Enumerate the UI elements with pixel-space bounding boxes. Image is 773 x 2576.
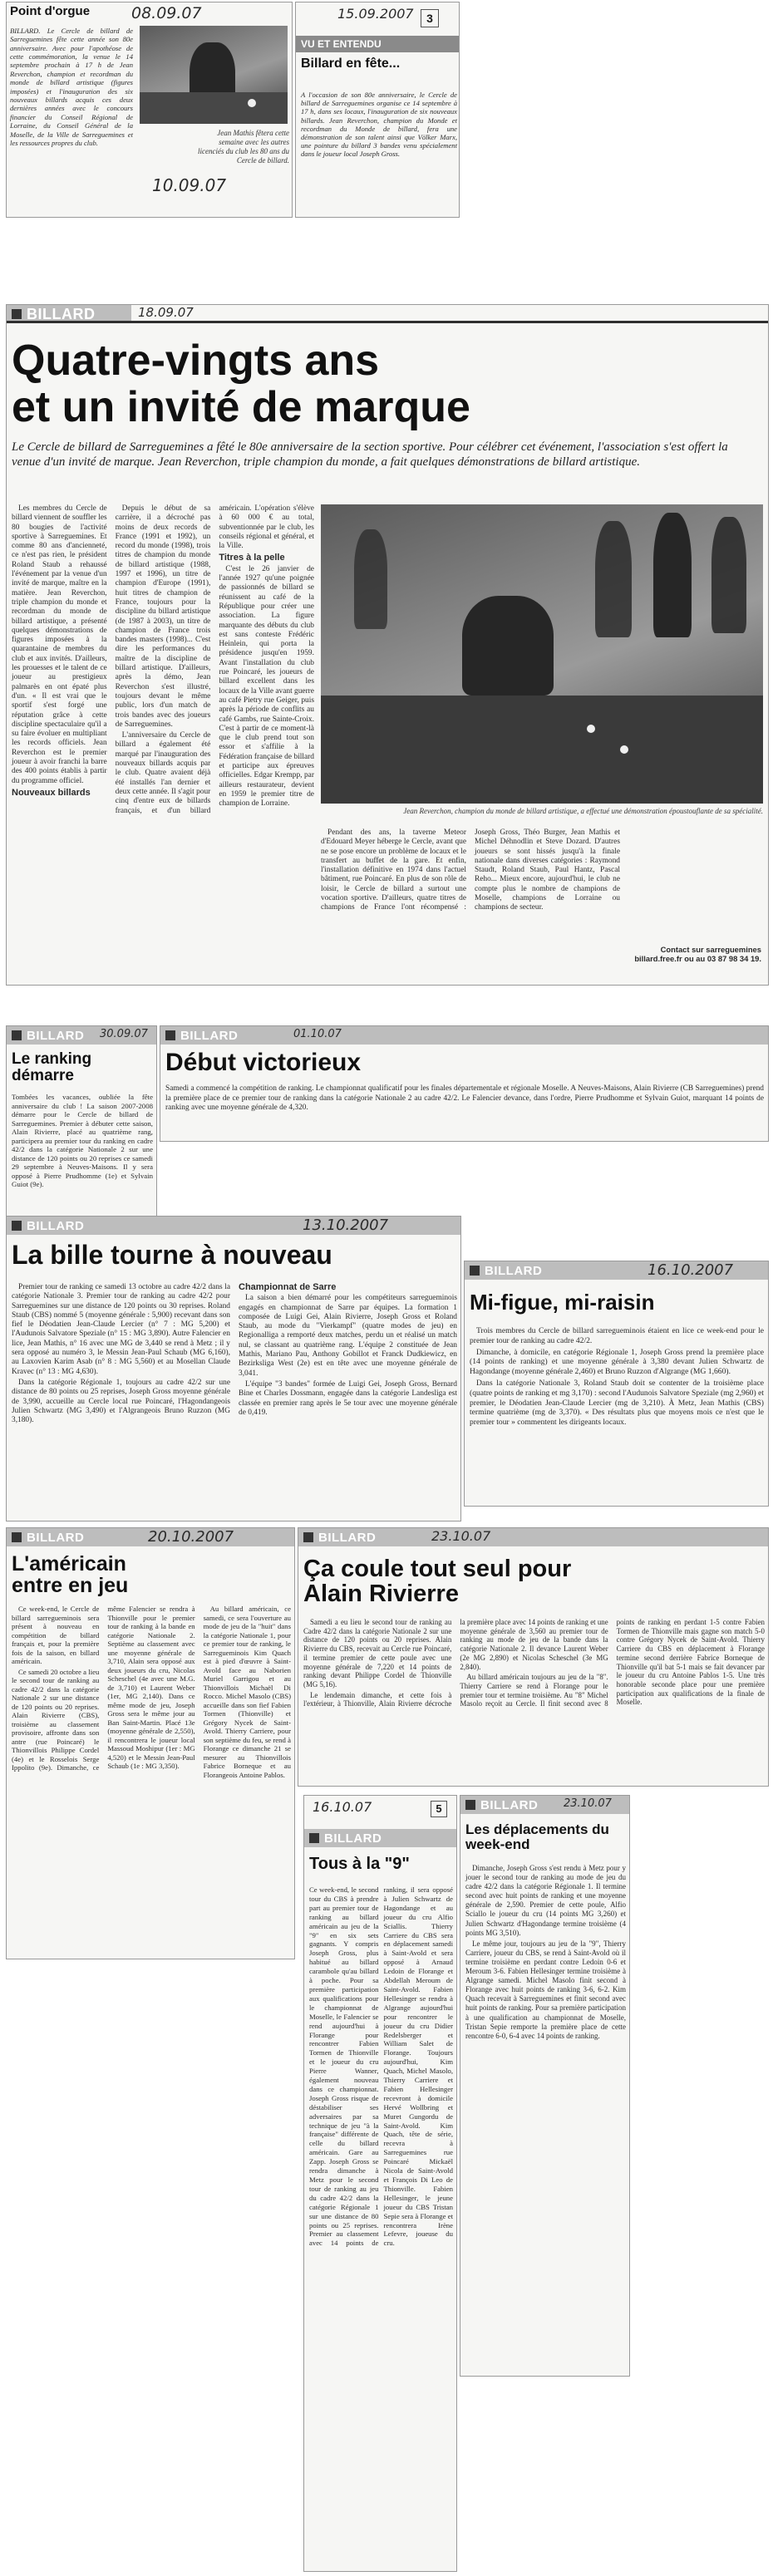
kicker-square-icon	[465, 1800, 475, 1810]
clip-debut-victorieux	[160, 1025, 769, 1142]
main-headline-2: et un invité de marque	[12, 383, 470, 431]
coule-body2: Le lendemain dimanche, et cette fois à l'extérieur, à Thionville, Alain Rivierre décroche la première place avec 14 points de ranking et une moyenne générale de 3,560 au premier tour de ranking au mode de jeu de la bande dans la catégorie Nationale 2. Il devance Laurent Weber (2e MG 2,890) et Nicolas Scheschel (3e MG 2,840).	[303, 1618, 608, 1708]
main-sub2: Titres à la pelle	[219, 553, 285, 563]
clip2-page: 3	[421, 9, 439, 27]
tous-page: 5	[431, 1801, 447, 1817]
deplacements-kicker: BILLARD	[480, 1797, 539, 1812]
clip2-body: A l'occasion de son 80e anniversaire, le Cercle de billard de Sarreguemines organise ce 14 septembre à 17 h, dans ses locaux, l'inauguration de six nouveaux billards. Jean Reverchon, champion du Monde et recordman du Monde de billard, fera une démonstration de son talent ainsi que Völker Marx, une pointure du billard 3 bandes venu spécialement dans le joueur local Joseph Gross.	[301, 91, 457, 159]
clip2-kicker: VU ET ENTENDU	[296, 36, 460, 52]
main-p3: L'anniversaire du Cercle de billard a également été marqué par l'inauguration des nouveaux billards acquis par le club. Quatre avaient déjà été installés l'an dernier et deux cette année. Il s'agit pour cinq d'entre eux de billards français, et d'un billard américain. L'opération s'élève à 60 000 € au total, subventionnée par le club, les conseils régional et général, et la Ville.	[115, 504, 314, 815]
coule-columns	[303, 1618, 765, 1784]
clip-mi-figue	[464, 1261, 769, 1507]
figue-kicker: BILLARD	[485, 1263, 543, 1278]
deplacements-headline: Les déplacements du week-end	[465, 1821, 609, 1852]
clip1-photo	[140, 26, 288, 124]
ranking-headline: Le ranking démarre	[12, 1050, 92, 1084]
clip1-date: 08.09.07	[131, 4, 202, 22]
figue-body3: Dans la catégorie Nationale 3, Roland Staub doit se contenter de la troisième place (quatre points de ranking et mg 3,170) : second l'Audunois Salvatore Speziale (mg 2,960) et premier, le Déodatien Jean-Claude Lercier (mg de 3,210). À Metz, Jean Mathis (CBS) termine quatrième (mg de 3,370). « Des résultats plus que moyens mois ce n'est que le premier tour » commentent les dirigeants locaux.	[470, 1378, 764, 1428]
coule-kicker: BILLARD	[318, 1530, 377, 1545]
main-right-columns	[321, 828, 620, 978]
clip-point-dorgue	[6, 2, 293, 218]
americain-columns	[12, 1605, 291, 1954]
kicker-square-icon	[303, 1532, 313, 1542]
deplacements-body2: Le même jour, toujours au jeu de la "9", Thierry Carriere, joueur du CBS, se rend à Saint-Avold où il termine troisième en perdant contre Ledoin 0-6 et Meroum 3-6. Fabien Hellesinger termine troisième à Algrange samedi. Michel Masolo finit second à Florange avec huit points de ranking 3-6, 6-2. Kim Quach recevait à Sarreguemines et finit second avec huit points de ranking. Pour sa première participation à une qualification au championnat de Moselle, Tristan Sepie remporte la première place de cette rencontre 6-0, 6-4 avec 14 points de ranking.	[465, 1939, 626, 2040]
tous-date: 16.10.07	[313, 1799, 372, 1815]
tous-kicker: BILLARD	[324, 1831, 382, 1846]
bille-body4: L'équipe "3 bandes" formée de Luigi Gei, Joseph Gross, Bernard Bine et Charles Dossmann, engagée dans la catégorie Landesliga est classée en premier rang après le 5e tour avec une moyenne générale de 0,419.	[239, 1379, 457, 1417]
figue-body2: Dimanche, à domicile, en catégorie Régionale 1, Joseph Gross prend la première place (14 points de ranking) et une moyenne générale à 3,380 devant Julien Schwartz de Hagondange (moyenne générale 2,460) et Bruno Ruzzon d'Algrange (MG 1,660).	[470, 1347, 764, 1377]
debut-headline: Début victorieux	[165, 1049, 362, 1076]
clip1-kicker: Point d'orgue	[10, 4, 91, 18]
debut-date: 01.10.07	[293, 1028, 342, 1040]
clip-bille-tourne	[6, 1216, 461, 1522]
main-p1: Les membres du Cercle de billard viennent de souffler les 80 bougies de l'activité sportive à Sarreguemines. Et comme 80 ans d'ancienneté, ce n'est pas rien, le président Roland Staub a rehaussé l'événement par la venue d'un invité de marque, maître en la matière. Jean Reverchon, triple champion du monde et recordman du monde de billard artistique, a présenté quelques démonstrations de figures imposées à la quarantaine de membres du club et aux invités. D'ailleurs, les prouesses et le talent de ce joueur au prestigieux palmarès en ont épaté plus d'un. « Il est vrai que le sportif s'est forgé une réputation grâce à cette discipline spectaculaire qu'il a su faire évoluer en multipliant les records officiels. Jean Reverchon est le premier joueur à avoir franchi la barre des 400 points établis à partir du programme officiel.	[12, 504, 107, 785]
main-contact: Contact sur sarreguemines billard.free.fr ou au 03 87 98 34 19.	[634, 945, 761, 964]
kicker-square-icon	[12, 1532, 22, 1542]
main-date: 18.09.07	[138, 305, 194, 320]
clip1-body: BILLARD. Le Cercle de billard de Sarreguemines fête cette année son 80e anniversaire. Avec pour l'apothéose de cette commémoration, la venue le 14 septembre prochain à 17 h de Jean Reverchon, champion et recordman du monde de billard artistique (figures imposées) et l'inauguration des six nouveaux billards acquis ces deux dernières années avec le concours financier du Conseil Régional de Lorraine, du Conseil Général de la Moselle, de la Ville de Sarreguemines et les ressources propres du club.	[10, 26, 133, 148]
americain-kicker: BILLARD	[27, 1530, 85, 1545]
bille-body3: La saison a bien démarré pour les compétiteurs sarregueminois engagés en championnat de Sarre par équipes. La formation 1 composée de Luigi Gei, Alain Rivierre, Joseph Gross et Roland Staub, au mode du "Vierkampf" (quatre modes de jeu) en Regionalliga a remporté deux matches, perdu un et réalisé un match nul, se classant au quatrième rang. L'équipe 2 constituée de Jean Mathis, Mariano Pau, Anthony Gobillot et Franck Dudkiewicz, en Bezirksliga West (2e) est en tête avec une moyenne générale de 3,041.	[239, 1294, 457, 1378]
main-left-columns	[12, 504, 314, 970]
bille-sub1: Championnat de Sarre	[239, 1282, 337, 1292]
deplacements-date: 23.10.07	[564, 1797, 612, 1810]
americain-headline: L'américain entre en jeu	[12, 1552, 129, 1598]
bille-headline: La bille tourne à nouveau	[12, 1240, 332, 1270]
kicker-square-icon	[470, 1266, 480, 1276]
clip1-date2: 10.09.07	[152, 175, 227, 195]
coule-headline: Ça coule tout seul pour Alain Rivierre	[303, 1556, 572, 1608]
bille-kicker: BILLARD	[27, 1218, 85, 1233]
clip-ca-coule	[298, 1527, 769, 1787]
ranking-kicker: BILLARD	[27, 1028, 85, 1043]
clip-ranking-demarre	[6, 1025, 157, 1231]
bille-date: 13.10.2007	[303, 1217, 389, 1234]
clip-quatre-vingts-ans	[6, 304, 769, 986]
main-photo	[321, 504, 763, 804]
debut-kicker: BILLARD	[180, 1028, 239, 1043]
bille-body1: Premier tour de ranking ce samedi 13 octobre au cadre 42/2 dans la catégorie Nationale 3. Premier tour de ranking au cadre 42/2 pour Sarreguemines sur une distance de 120 points ou 30 reprises. Roland Staub (CBS) nommé 5 (moyenne générale : 5,900) recevant dans son fief le Déodatien Jean-Claude Lercier (n° 7 : MG 5,200) et l'Audunois Salvatore Speziale (n° 15 : MG 3,890). Autre Falencier en lice, Jean Mathis, n° 16 avec une MG de 3,440 se rend à Metz ; il y sera opposé au numéro 3, le Messin Jean-Paul Schaub (MG 6,160), au Laxovien Karim Asab (n° 8 : MG 5,560) et au Mosellan Claude Kravec (n° 13 : MG 4,630).	[12, 1283, 230, 1376]
coule-date: 23.10.07	[431, 1528, 491, 1544]
clip-billard-en-fete	[295, 2, 460, 218]
main-headline-1: Quatre-vingts ans	[12, 337, 380, 385]
figue-text	[470, 1326, 764, 1429]
kicker-square-icon	[165, 1030, 175, 1040]
figue-headline: Mi-figue, mi-raisin	[470, 1290, 655, 1315]
bille-body2: Dans la catégorie Régionale 1, toujours au cadre 42/2 sur une distance de 80 points ou 25 reprises, Joseph Gross moyenne générale de 3,990, accueille au Cercle local rue Poincaré, l'Hagondangeois Julien Schwartz (MG 3,490) et l'Algrangeois Bruno Ruzzon (MG 3,180).	[12, 1378, 230, 1425]
kicker-square-icon	[309, 1833, 319, 1843]
main-p5: Pendant des ans, la taverne Meteor d'Edouard Meyer héberge le Cercle, avant que ne se pose encore un problème de locaux et le transfert au buffet de la gare. Et enfin, l'installation définitive en 1974 dans l'actuel bâtiment, rue Poincaré. En plus de son rôle de loisir, le Cercle de billard a surtout une vocation sportive. D'ailleurs, quatre titres de champions de France l'ont récompensé : Joseph Gross, Théo Burger, Jean Mathis et Michel Déhnodlin et Steve Dozard. D'autres joueurs se sont hissés jusqu'à la finale nationale dans diverses catégories : Raymond Staudt, Roland Staub, Paul Hantz, Pascal Reho... Mieux encore, aujourd'hui, le club ne compte plus le nombre de champions de Moselle, champions de Lorraine ou champions de secteur.	[321, 828, 620, 912]
americain-body1: Ce week-end, le Cercle de billard sarregueminois sera présent à nouveau en compétition de billard français et, pour la première fois de la saison, en billard américain.	[12, 1605, 100, 1665]
main-sub1: Nouveaux billards	[12, 787, 91, 798]
tous-body: Ce week-end, le second tour du CBS à prendre part au premier tour de ranking au billard américain au jeu de la "9" en six sets gagnants. Y compris Joseph Gross, plus habitué au billard carambole qu'au billard à poche. Pour sa première participation aux qualifications pour le championnat de Moselle, le Falencier se rend aujourd'hui à Florange pour rencontrer Fabien Tormen de Thionville et le joueur du cru Pierre Wanner, également nouveau dans ce championnat. Joseph Gross risque de déstabiliser ses adversaires par sa technique de jeu "à la française" différente de celle du billard américain. Gare au Zapp. Joseph Gross se rendra dimanche à Metz pour le second tour de ranking au jeu du cadre 42/2 dans la catégorie Régionale 1 sur une distance de 80 points ou 25 reprises. Premier au classement avec 14 points de ranking, il sera opposé à Julien Schwartz de Hagondange et au joueur du cru Alfio Sciallis. Thierry Carriere du CBS sera en déplacement samedi à Saint-Avold et sera opposé à Arnaud Ledoin de Florange et Abdellah Meroum de Saint-Avold. Fabien Hellesinger se rendra à Algrange aujourd'hui pour rencontrer le joueur du cru Didier Redelsberger et William Salet de Florange. Toujours aujourd'hui, Kim Quach, Michel Masolo, Thierry Carriere et Fabien Hellesinger recevront à domicile Hervé Wollbring et Muret Gungordu de Saint-Avold. Kim Quach, tête de série, recevra à Sarreguemines rue Poincaré Mickaël Nicola de Saint-Avold et François Di Leo de Thionville. Fabien Hellesinger, le jeune joueur du CBS Tristan Sepie sera à Florange et rencontrera Irène Lefevre, joueuse du cru.	[309, 1885, 453, 2248]
deplacements-body1: Dimanche, Joseph Gross s'est rendu à Metz pour y jouer le second tour de ranking au mode de jeu du cadre 42/2 dans la catégorie Régionale 1. Il termine second avec huit points de ranking et une moyenne générale de 2,590. Premier de cette poule, Alfio Sciallo le joueur du cru (14 points MG 3,260) et Julien Schwartz d'Hagondange termine troisième (4 points MG 3,510).	[465, 1864, 626, 1937]
tous-headline: Tous à la "9"	[309, 1855, 410, 1873]
coule-body1: Samedi a eu lieu le second tour de ranking au Cadre 42/2 dans la catégorie Nationale 2 sur une distance de 120 points ou 20 reprises. Alain Rivierre du CBS, recevait au Cercle rue Poincaré, il termine premier de cette poule avec une moyenne générale de 7,220 et 14 points de ranking devant Philippe Cordel de Thionville (MG 5,16).	[303, 1618, 452, 1689]
figue-date: 16.10.2007	[647, 1261, 734, 1279]
coule-body3: Au billard américain toujours au jeu de la "8". Thierry Carriere se rend à Florange pour le premier tour et termine troisième. Au "8" Michel Masolo reçoit au Cercle. Il finit second avec 8 points de ranking en perdant 1-5 contre Fabien Tormen de Thionville mais gagne son match 5-0 contre Grégory Nycek de Saint-Avold. Thierry Carriere du CBS en déplacement à Florange termine second derrière Fabrice Borneque de Thionville qu'il bat 5-1 mais se fait devancer par le joueur du cru Antoine Pablos 1-5. Une très honorable seconde place pour une première participation aux qualifications de la finale de Moselle.	[460, 1618, 765, 1708]
clip2-title: Billard en fête...	[301, 57, 401, 71]
clip1-caption: Jean Mathis fêtera cette semaine avec les autres licenciés du club les 80 ans du Cercle de billard.	[198, 129, 289, 165]
ranking-body: Tombées les vacances, oubliée la fête anniversaire du club ! La saison 2007-2008 démarre pour le Cercle de billard de Sarreguemines. Premier à débuter cette saison, Alain Rivierre, placé au quatrième rang, participera au premier tour du ranking en cadre 42/2 dans la catégorie Nationale 2 sur une distance de 120 points ou 20 reprises ce samedi 29 septembre à Neuves-Maisons. Il y sera opposé à Pierre Prudhomme (1e) et Sylvain Guiot (9e).	[12, 1093, 153, 1188]
main-kicker: BILLARD	[27, 305, 96, 322]
clip-tous-a-la-9	[303, 1795, 457, 2572]
americain-body3: Au billard américain, ce samedi, ce sera l'ouverture au mode de jeu de la "huit" dans la catégorie Nationale 1, pour ce premier tour de ranking, le Sarregueminois Kim Quach est à pied d'œuvre à Saint-Avold face au Naborien Muriel Garrigou et au Thionvillois Michaël Di Rocco. Michel Masolo (CBS) accueille dans son fief Fabien Tormen (Thionville) et Grégory Nycek de Saint-Avold. Thierry Carriere, pour son septième du feu, se rend à Florange ce dimanche 21 se mesurer au Thionvillois Fabrice Borneque et au Florangeois Antoine Pablos.	[203, 1605, 291, 1779]
kicker-square-icon	[12, 1221, 22, 1231]
clip2-date: 15.09.2007	[337, 6, 414, 22]
main-p2: Depuis le début de sa carrière, il a décroché pas moins de deux records de France (1991 et 1992), un record du monde (1998), trois titres de champion du monde de billard artistique (1988, 1997 et 1996), un titre de champion d'Europe (1991), huit titres de champion de France, toujours pour la discipline du billard artistique (de 1987 à 2003), un titre de champion de France trois bandes masters (1998)... C'est dire les performances du maître de la discipline de billard artistique. D'ailleurs, après la démo, Jean Reverchon s'est illustré, toujours devant le même public, lors d'un match de trois bandes avec des joueurs de Sarreguemines.	[115, 504, 211, 729]
deplacements-text	[465, 1864, 626, 2043]
main-p4: C'est le 26 janvier de l'année 1927 qu'une poignée de passionnés de billard se réunissent au café de la République pour créer une association. La figure marquante des débuts du club est sans conteste Frédéric Heinlein, qui porta la présidence jusqu'en 1959. Avant l'installation du club rue Poincaré, les joueurs de billard excellent dans les locaux de la Ville avant guerre au café Pietry rue Geiger, puis après la période de conflits au café Gambs, rue Sainte-Croix. C'est à partir de ce moment-là que le club prend tout son essor et s'affilie à la Fédération française de billard et participe aux épreuves officielles. Edgar Krempp, par ailleurs restaurateur, devient en 1959 le premier titre de champion de Lorraine.	[219, 564, 314, 809]
kicker-square-icon	[12, 1030, 22, 1040]
debut-body: Samedi a commencé la compétition de ranking. Le championnat qualificatif pour les finales départementale et régionale Moselle. A Neuves-Maisons, Alain Rivierre (CB Sarreguemines) prend la première place de ce premier tour de ranking dans la catégorie Nationale 2 au cadre 42/2. Le Falencier devance, dans l'ordre, Pierre Prudhomme et Sylvain Guiot, marquant 14 points de ranking avec une moyenne générale de 4,320.	[165, 1084, 764, 1112]
ranking-date: 30.09.07	[100, 1028, 148, 1040]
clip-deplacements	[460, 1795, 630, 2377]
main-caption: Jean Reverchon, champion du monde de billard artistique, a effectué une démonstration époustouflante de sa spécialité.	[403, 807, 763, 815]
figue-body1: Trois membres du Cercle de billard sarregueminois étaient en lice ce week-end pour le premier tour de ranking au cadre 42/2.	[470, 1326, 764, 1345]
clip-americain	[6, 1527, 295, 1959]
americain-body2: Ce samedi 20 octobre a lieu le second tour de ranking au cadre 42/2 dans la catégorie Nationale 2 sur une distance de 120 points ou 20 reprises. Alain Rivierre (CBS), troisième au classement provisoire, affronte dans son antre (rue Poincaré) le Thionvillois Philippe Cordel (4e) et le Rosselois Serge Ippolito (9e). Dimanche, ce même Falencier se rendra à Thionville pour le premier tour de ranking à la bande en catégorie Nationale 2. Septième au classement avec une moyenne générale de 3,710, Alain sera opposé aux deux joueurs du cru, Nicolas Scheschel (4e avec une M.G. de 3,710) et Laurent Weber (1er, MG 2,140). Dans ce même mode de jeu, Joseph Gross sera le même jour au Ban Saint-Martin. Placé 13e (moyenne générale de 2,550), il rencontrera le joueur local Massoud Moshipur (1er : MG 4,520) et le Messin Jean-Paul Schaub (1e : MG 3,350).	[12, 1605, 195, 1772]
main-chapo: Le Cercle de billard de Sarreguemines a fêté le 80e anniversaire de la section sportive. Pour célébrer cet événement, l'association s'est offert la venue d'un invité de marque. Jean Reverchon, triple champion du monde, a fait quelques démonstrations de billard artistique.	[12, 440, 728, 469]
americain-date: 20.10.2007	[148, 1528, 234, 1546]
bille-columns	[12, 1283, 457, 1516]
